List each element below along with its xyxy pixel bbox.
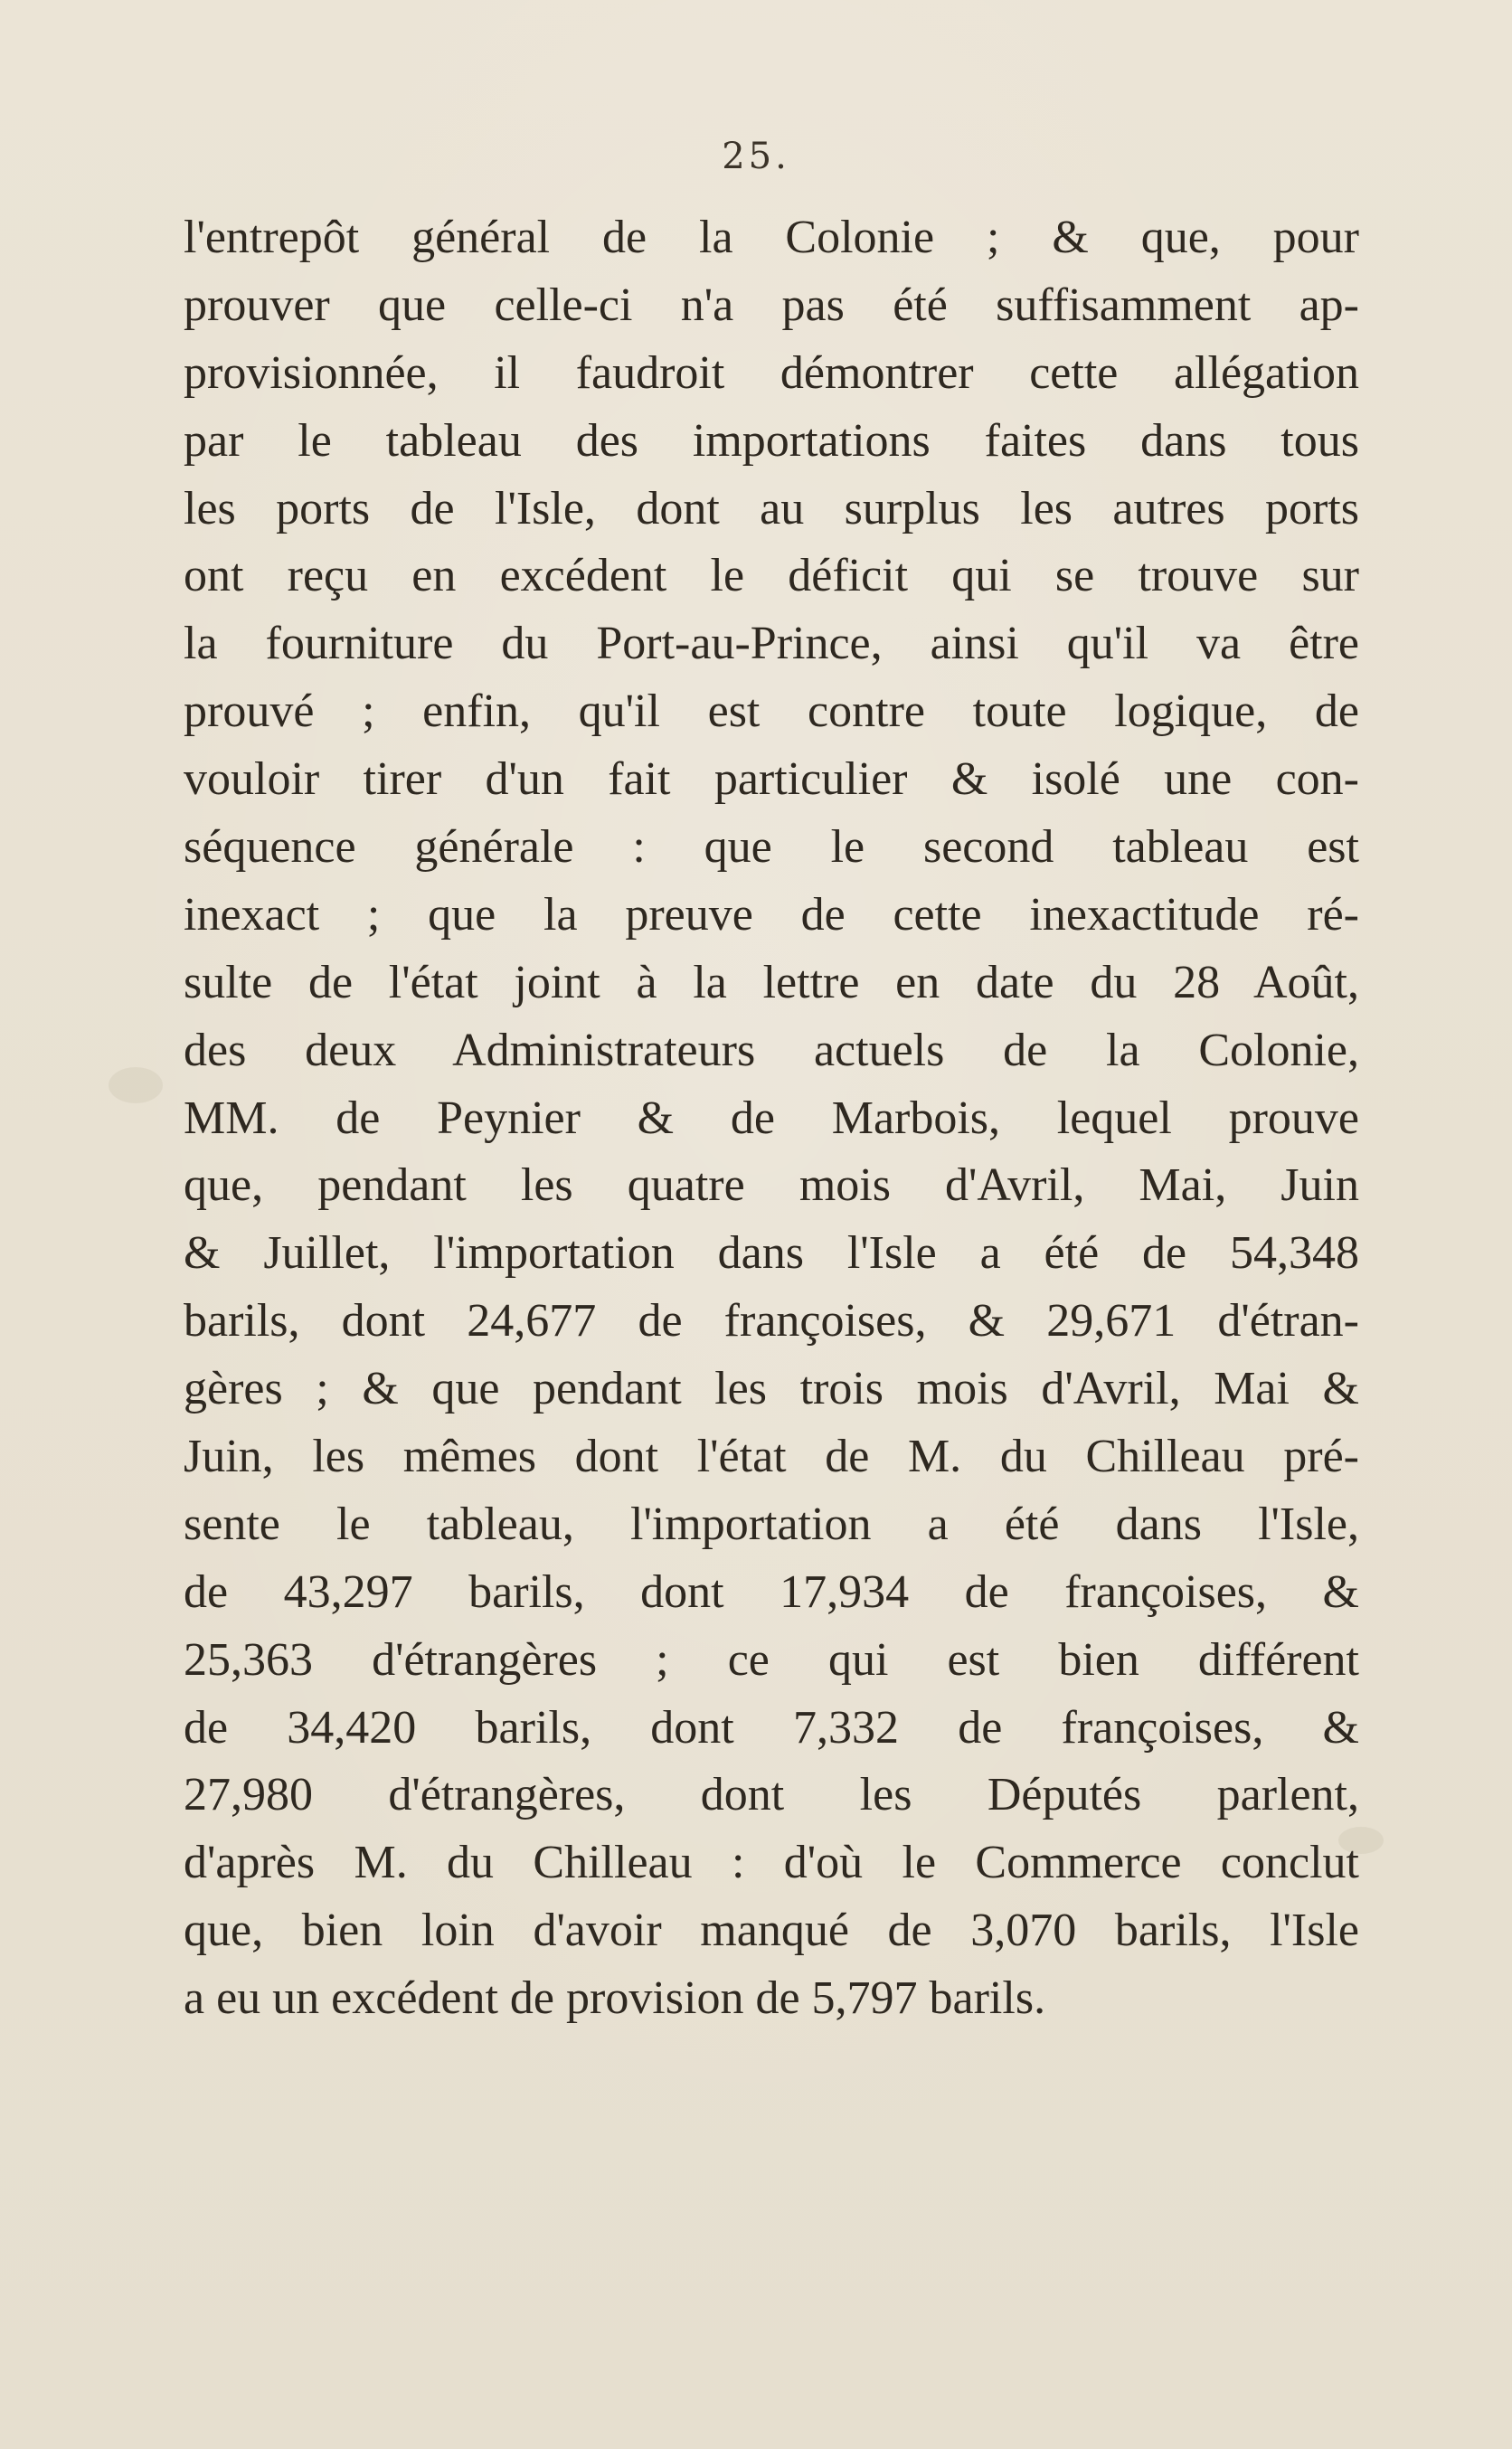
text-line: des deux Administrateurs actuels de la Colonie, <box>184 1024 1359 1076</box>
text-line: de 43,297 barils, dont 17,934 de françoises, & <box>184 1565 1359 1618</box>
text-line: l'entrepôt général de la Colonie ; & que, pour <box>184 212 1359 263</box>
text-line: les ports de l'Isle, dont au surplus les autres ports <box>184 482 1359 534</box>
text-line: & Juillet, l'importation dans l'Isle a été de 54,348 <box>184 1227 1359 1280</box>
text-line: sulte de l'état joint à la lettre en date du 28 Août, <box>184 956 1359 1008</box>
text-line: de 34,420 barils, dont 7,332 de françoises, & <box>184 1701 1359 1754</box>
text-line: Juin, les mêmes dont l'état de M. du Chilleau pré- <box>184 1431 1359 1483</box>
page-number: 25. <box>722 136 790 177</box>
body-text <box>184 204 1359 2033</box>
text-line: gères ; & que pendant les trois mois d'Avril, Mai & <box>184 1363 1359 1415</box>
text-line: prouver que celle-ci n'a pas été suffisamment ap- <box>184 279 1359 331</box>
text-line: par le tableau des importations faites dans tous <box>184 414 1359 467</box>
text-line: d'après M. du Chilleau : d'où le Commerce conclut <box>184 1837 1359 1889</box>
text-line: la fourniture du Port-au-Prince, ainsi qu'il va être <box>184 618 1359 670</box>
text-line: barils, dont 24,677 de françoises, & 29,671 d'étran- <box>184 1295 1359 1347</box>
text-line: séquence générale : que le second tableau est <box>184 821 1359 874</box>
text-line: provisionnée, il faudroit démontrer cette allégation <box>184 346 1359 399</box>
text-line: vouloir tirer d'un fait particulier & isolé une con- <box>184 753 1359 806</box>
text-line: inexact ; que la preuve de cette inexactitude ré- <box>184 888 1359 941</box>
paper-stain <box>109 1067 163 1103</box>
text-line: 27,980 d'étrangères, dont les Députés parlent, <box>184 1769 1359 1821</box>
text-line: ont reçu en excédent le déficit qui se trouve sur <box>184 550 1359 602</box>
text-line: que, bien loin d'avoir manqué de 3,070 barils, l'Isle <box>184 1905 1359 1957</box>
text-line: 25,363 d'étrangères ; ce qui est bien différent <box>184 1633 1359 1686</box>
text-line: prouvé ; enfin, qu'il est contre toute logique, de <box>184 686 1359 738</box>
text-line: MM. de Peynier & de Marbois, lequel prouve <box>184 1092 1359 1144</box>
text-line: a eu un excédent de provision de 5,797 barils. <box>184 1972 1046 2025</box>
text-line: que, pendant les quatre mois d'Avril, Mai, Juin <box>184 1159 1359 1212</box>
text-line: sente le tableau, l'importation a été dans l'Isle, <box>184 1498 1359 1550</box>
